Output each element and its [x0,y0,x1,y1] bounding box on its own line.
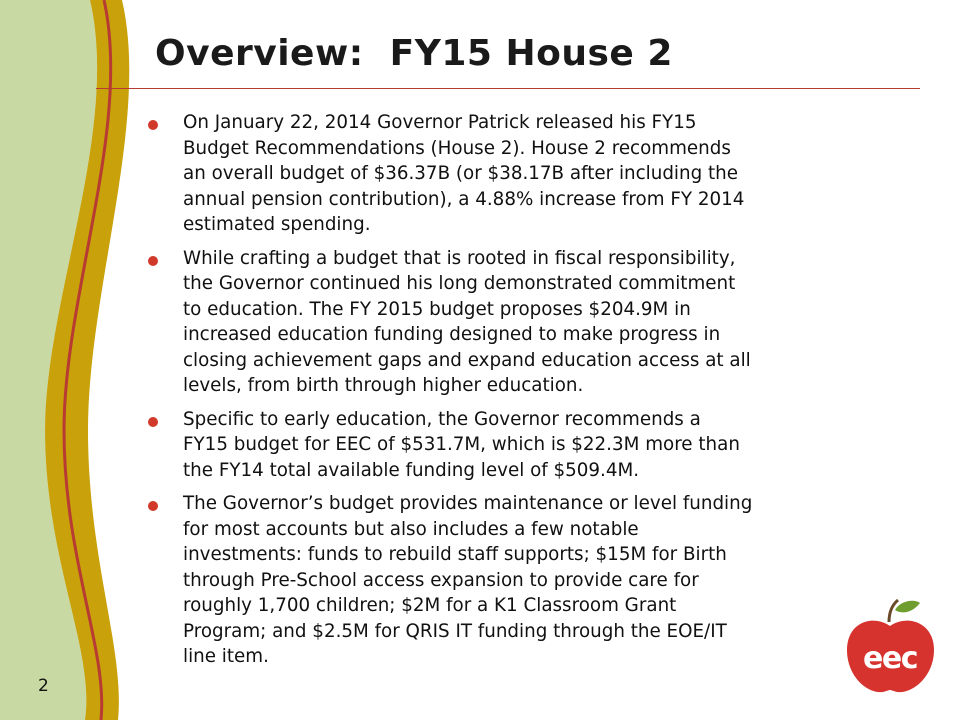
bullet-item [148,246,868,399]
bullet-item [148,491,868,670]
bullet-item [148,407,868,484]
bullet-text: Specific to early education, the Governor recommends a FY15 budget for EEC of $531.7M, which is $22.3M more than the FY14 total available funding level of $509.4M. [183,408,740,481]
bullet-dot-icon [148,256,158,266]
left-decorative-band [0,0,170,720]
bullet-text: The Governor’s budget provides maintenance or level funding for most accounts but also includes a few notable investments: funds to rebuild staff supports; $15M for Birth through Pre-School access expansion to provide care for roughly 1,700 children; $2M for a K1 Classroom Grant Program; and $2.5M for QRIS IT funding through the EOE/IT line item. [183,493,753,667]
eec-logo-text: eec [863,641,917,676]
bullet-dot-icon [148,501,158,511]
eec-apple-logo [843,596,938,696]
apple-stem [889,600,898,622]
bullet-text: On January 22, 2014 Governor Patrick released his FY15 Budget Recommendations (House 2). House 2 recommends an overall budget of $36.37B (or $38.17B after including the annual pension contribution), a 4.88% increase from FY 2014 estimated spending. [183,112,745,235]
apple-leaf-icon [895,601,920,613]
bullet-dot-icon [148,417,158,427]
bullet-item [148,110,868,238]
bullet-list [148,110,868,678]
slide-title: Overview: FY15 House 2 [155,33,673,74]
bullet-dot-icon [148,120,158,130]
bullet-text: While crafting a budget that is rooted in fiscal responsibility, the Governor continued his long demonstrated commitment to education. The FY 2015 budget proposes $204.9M in increased education funding designed to make progress in closing achievement gaps and expand education access at all levels, from birth through higher education. [183,247,751,396]
title-underline [96,88,920,89]
page-number: 2 [38,676,49,696]
